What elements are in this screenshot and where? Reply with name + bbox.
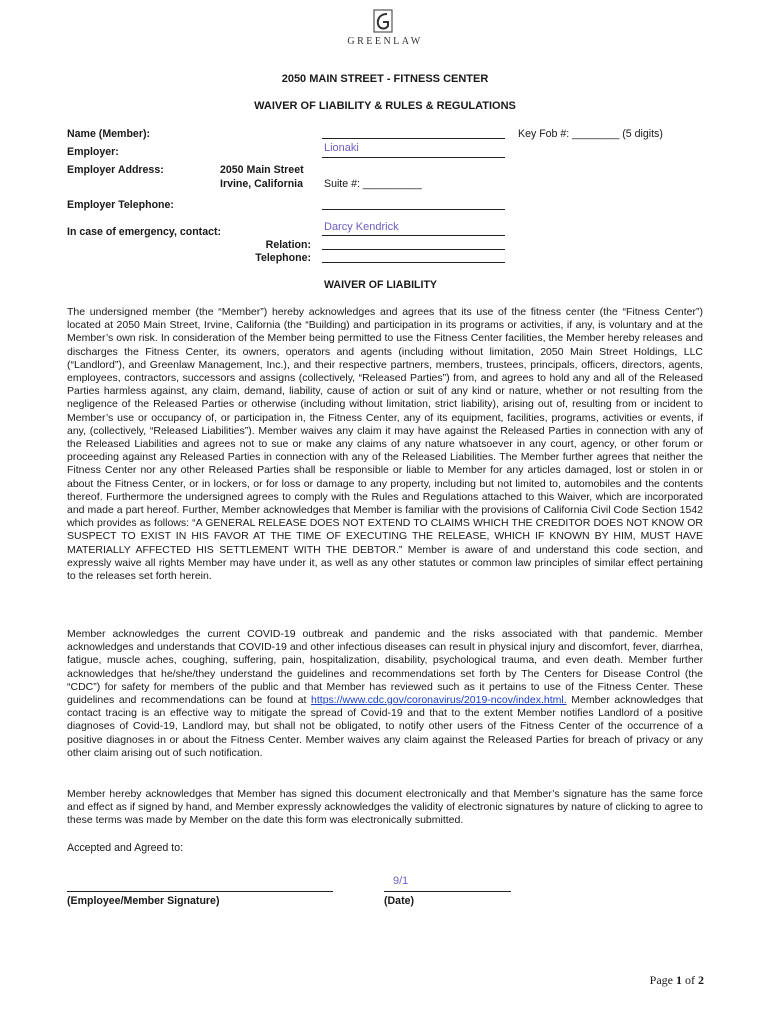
page-number [620,973,704,988]
address-line1: 2050 Main Street [220,164,304,176]
greenlaw-logo-icon [372,8,394,34]
accepted-text: Accepted and Agreed to: [67,842,184,854]
page-of: of [685,973,695,987]
name-field[interactable] [322,138,505,139]
date-label: (Date) [384,895,415,907]
logo-wordmark: GREENLAW [347,36,423,47]
date-value[interactable]: 9/1 [393,875,409,887]
document-title: 2050 MAIN STREET - FITNESS CENTER [281,73,489,85]
relation-label: Relation: [265,239,311,251]
relation-field[interactable] [322,249,505,250]
employer-address-label: Employer Address: [67,164,164,176]
document-subtitle: WAIVER OF LIABILITY & RULES & REGULATIONS [254,100,516,112]
page-total: 2 [698,973,704,987]
waiver-heading: WAIVER OF LIABILITY [324,279,437,291]
date-field[interactable] [384,891,511,892]
emergency-contact-field[interactable] [322,235,505,236]
emergency-contact-label: In case of emergency, contact: [67,226,222,238]
covid-text-after: Member acknowledges that contact tracing is an effective way to mitigate the spread of Covid-19 and that to the extent Member notifies Landlord of a positive diagnoses of Covid-19, Landlord may, but shall not be obligated, to notify other users of the Fitness Center of the occurrence of a positive diagnoses in or about the Fitness Center. Member waives any claim against the Released Parties for breach of privacy or any other claim arising out of such notification. [67,694,703,759]
name-label: Name (Member): [67,128,151,140]
employer-value[interactable]: Lionaki [324,142,359,154]
covid-text-before: Member acknowledges the current COVID-19 outbreak and pandemic and the risks associated with that pandemic. Member acknowledges and understands that COVID-19 and other infectious diseases can result in physical injury and discomfort, fever, diarrhea, fatigue, muscle aches, coughing, suffering, pain, hospitalization, disability, psychological trauma, and even death. Member further acknowledges that he/she/they understand the guidelines and recommendations set forth by The Centers for Disease Control (the “CDC”) for safety for members of the public and that Member has reviewed such as it pertains to use of the Fitness Center. These guidelines and recommendations can be found at [67,628,703,707]
telephone-label: Telephone: [255,252,311,264]
page-current: 1 [676,973,682,987]
key-fob-label: Key Fob #: ________ (5 digits) [518,128,663,140]
waiver-paragraph-2 [67,628,703,760]
waiver-paragraph-1: The undersigned member (the “Member”) hereby acknowledges and agrees that its use of the fitness center (the “Fitness Center”) located at 2050 Main Street, Irvine, California (the “Building) and participation in its programs or activities, if any, is voluntary and at the Member’s own risk. In consideration of the Member being permitted to use the Fitness Center facilities, the Member hereby releases and discharges the Fitness Center, its owners, operators and agents (including without limitation, 2050 Main Street Holdings, LLC (“Landlord”), and Greenlaw Management, Inc.), and their respective partners, members, trustees, principals, officers, directors, agents, employees, contractors, successors and assigns (collectively, “Released Parties”) from, and agrees to hold any and all of the Released Parties harmless against, any claim, demand, liability, cause of action or suit of any kind or nature, whether or not resulting from the negligence of the Released Parties or otherwise (including without limitation, strict liability), arising out of, resulting from or incident to Member’s use or occupancy of, or participation in, the Fitness Center, any of its equipment, facilities, programs, activities or events, if any, (collectively, “Released Liabilities”). Member waives any claim it may have against the Released Parties in connection with any of the Released Liabilities and agrees not to sue or make any claims of any nature whatsoever in any court, agency, or other forum or proceeding against any Released Parties in connection with any of the Released Liabilities. The Member further agrees that neither the Fitness Center nor any other Released Parties shall be responsible or liable to Member for any articles damaged, lost or stolen in or about the Fitness Center, or in lockers, or for loss or damage to any property, including but not limited to, automobiles and the contents thereof. Furthermore the undersigned agrees to comply with the Rules and Regulations attached to this Waiver, which are incorporated and made a part hereof. Further, Member acknowledges that Member is familiar with the provisions of California Civil Code Section 1542 which provides as follows: “A GENERAL RELEASE DOES NOT EXTEND TO CLAIMS WHICH THE CREDITOR DOES NOT KNOW OR SUSPECT TO EXIST IN HIS FAVOR AT THE TIME OF EXECUTING THE RELEASE, WHICH IF KNOWN BY HIM, MUST HAVE MATERIALLY AFFECTED HIS SETTLEMENT WITH THE DEBTOR.” Member is aware of and understand this code section, and expressly waive all rights Member may have under it, as well as any other statutes or common law principles of similar effect pertaining to the releases set forth herein. [67,306,703,583]
signature-field[interactable] [67,891,333,892]
employer-field[interactable] [322,157,505,158]
cdc-link[interactable]: https://www.cdc.gov/coronavirus/2019-ncov/index.html. [311,694,567,707]
suite-label[interactable]: Suite #: __________ [324,178,422,190]
page-word: Page [649,973,673,987]
address-line2: Irvine, California [220,178,304,190]
employer-telephone-field[interactable] [322,209,505,210]
telephone-field[interactable] [322,262,505,263]
employer-telephone-label: Employer Telephone: [67,199,174,211]
employer-label: Employer: [67,146,119,158]
waiver-paragraph-3: Member hereby acknowledges that Member has signed this document electronically and that Member’s signature has the same force and effect as if signed by hand, and Member expressly acknowledges the validity of electronic signatures by nature of clicking to agree to these terms was made by Member on the date this form was electronically submitted. [67,788,703,827]
emergency-contact-value[interactable]: Darcy Kendrick [324,221,399,233]
signature-label: (Employee/Member Signature) [67,895,220,907]
